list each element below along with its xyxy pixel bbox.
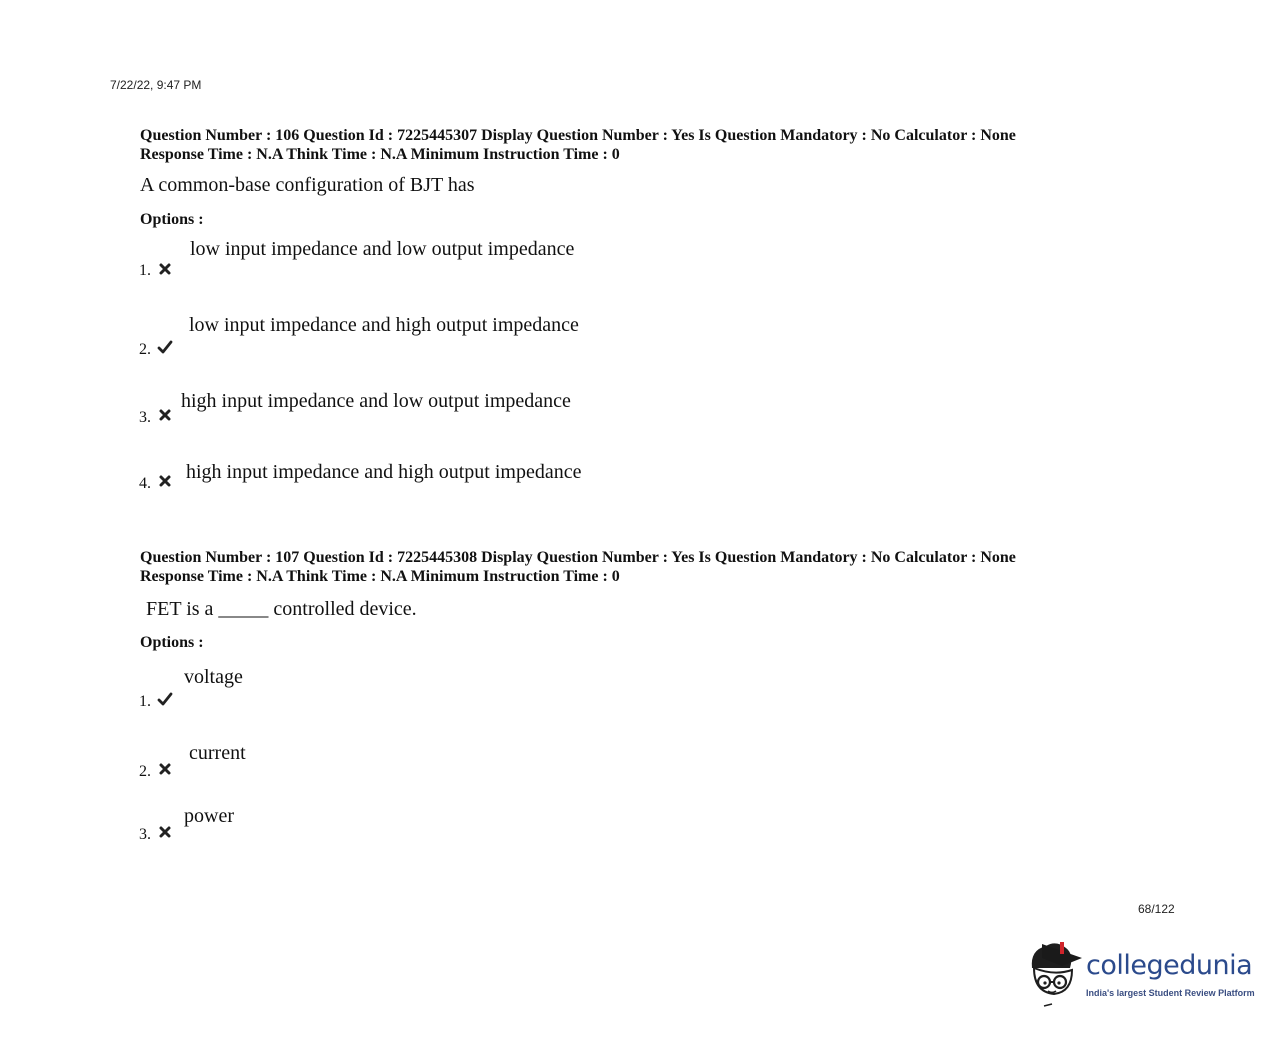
logo-wordmark: collegedunia bbox=[1086, 950, 1253, 981]
cross-icon bbox=[157, 473, 173, 489]
question-meta-line2: Response Time : N.A Think Time : N.A Minimum Instruction Time : 0 bbox=[140, 568, 620, 585]
collegedunia-logo bbox=[1024, 938, 1264, 1008]
question-meta-line2: Response Time : N.A Think Time : N.A Minimum Instruction Time : 0 bbox=[140, 146, 620, 163]
question-text: FET is a _____ controlled device. bbox=[146, 598, 417, 620]
logo-tagline: India's largest Student Review Platform bbox=[1086, 988, 1255, 998]
option-text: low input impedance and high output impedance bbox=[189, 314, 579, 336]
option-number: 1. bbox=[139, 262, 151, 279]
option-number: 2. bbox=[139, 341, 151, 358]
mascot-icon bbox=[1024, 938, 1084, 1008]
option-text: power bbox=[184, 805, 234, 827]
option-text: current bbox=[189, 742, 246, 764]
cross-icon bbox=[157, 824, 173, 840]
option-number: 2. bbox=[139, 763, 151, 780]
option-text: high input impedance and low output impedance bbox=[181, 390, 571, 412]
timestamp: 7/22/22, 9:47 PM bbox=[110, 78, 202, 92]
option-number: 3. bbox=[139, 409, 151, 426]
page-number: 68/122 bbox=[1138, 902, 1175, 916]
cross-icon bbox=[157, 407, 173, 423]
question-meta-line1: Question Number : 107 Question Id : 7225445308 Display Question Number : Yes Is Question Mandatory : No Calculator : None bbox=[140, 549, 1016, 566]
option-number: 4. bbox=[139, 475, 151, 492]
cross-icon bbox=[157, 761, 173, 777]
option-number: 1. bbox=[139, 693, 151, 710]
option-number: 3. bbox=[139, 826, 151, 843]
check-icon bbox=[157, 339, 173, 355]
option-text: low input impedance and low output impedance bbox=[190, 238, 575, 260]
options-label: Options : bbox=[140, 634, 204, 651]
check-icon bbox=[157, 691, 173, 707]
cross-icon bbox=[157, 261, 173, 277]
question-meta-line1: Question Number : 106 Question Id : 7225445307 Display Question Number : Yes Is Question Mandatory : No Calculator : None bbox=[140, 127, 1016, 144]
options-label: Options : bbox=[140, 211, 204, 228]
option-text: voltage bbox=[184, 666, 243, 688]
question-text: A common-base configuration of BJT has bbox=[140, 174, 475, 196]
option-text: high input impedance and high output impedance bbox=[186, 461, 582, 483]
